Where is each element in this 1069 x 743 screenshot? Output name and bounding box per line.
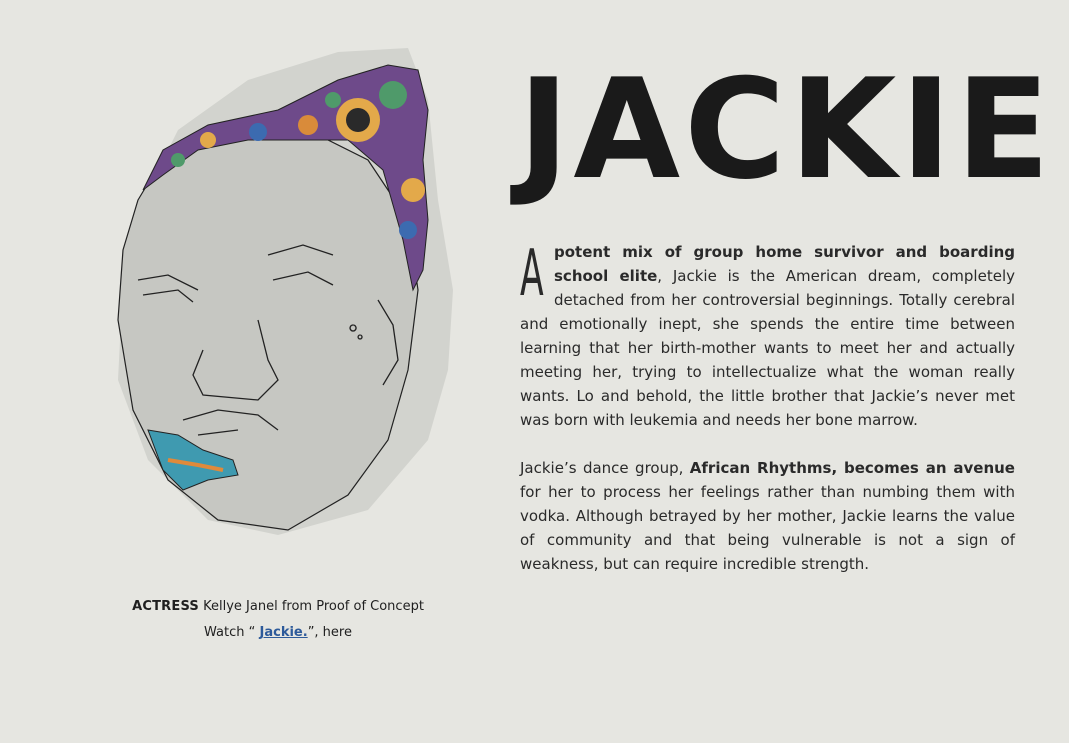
paragraph-2-lead: Jackie’s dance group, xyxy=(520,459,690,477)
paragraph-2-text: for her to process her feelings rather than numbing them with vodka. Although betrayed by her mother, Jackie learns the value of community and that being vulnerable is not a sign of weakness, but can require incredible strength. xyxy=(520,483,1015,573)
actress-caption xyxy=(110,594,446,646)
watch-link[interactable]: Jackie. xyxy=(259,625,308,640)
description xyxy=(520,237,1015,600)
page-title: JACKIE xyxy=(518,49,1054,210)
watch-line xyxy=(110,620,446,646)
paragraph-1-bold-lead: potent mix of group home survivor and boarding school elite xyxy=(554,243,1015,285)
paragraph-2-bold: African Rhythms, becomes an avenue xyxy=(689,459,1015,477)
watch-suffix: ”, here xyxy=(307,625,352,640)
paragraph-1 xyxy=(520,237,1015,432)
face-line-art xyxy=(108,40,458,540)
drop-cap: A xyxy=(520,237,544,311)
paragraph-1-text: , Jackie is the American dream, completely detached from her controversial beginnings. Totally cerebral and emotionally inept, she spends the entire time between learning that her birth-mother wants to meet her and actually meeting her, trying to intellectualize what the woman really wants. Lo and behold, the little brother that Jackie’s never met was born with leukemia and needs her bone marrow. xyxy=(520,267,1015,429)
credit-text: Kellye Janel from Proof of Concept xyxy=(198,599,424,614)
watch-prefix: Watch “ xyxy=(204,625,260,640)
role-label: ACTRESS xyxy=(132,599,199,614)
portrait-illustration xyxy=(108,40,458,540)
credit-line xyxy=(110,594,446,620)
paragraph-2 xyxy=(520,456,1015,576)
